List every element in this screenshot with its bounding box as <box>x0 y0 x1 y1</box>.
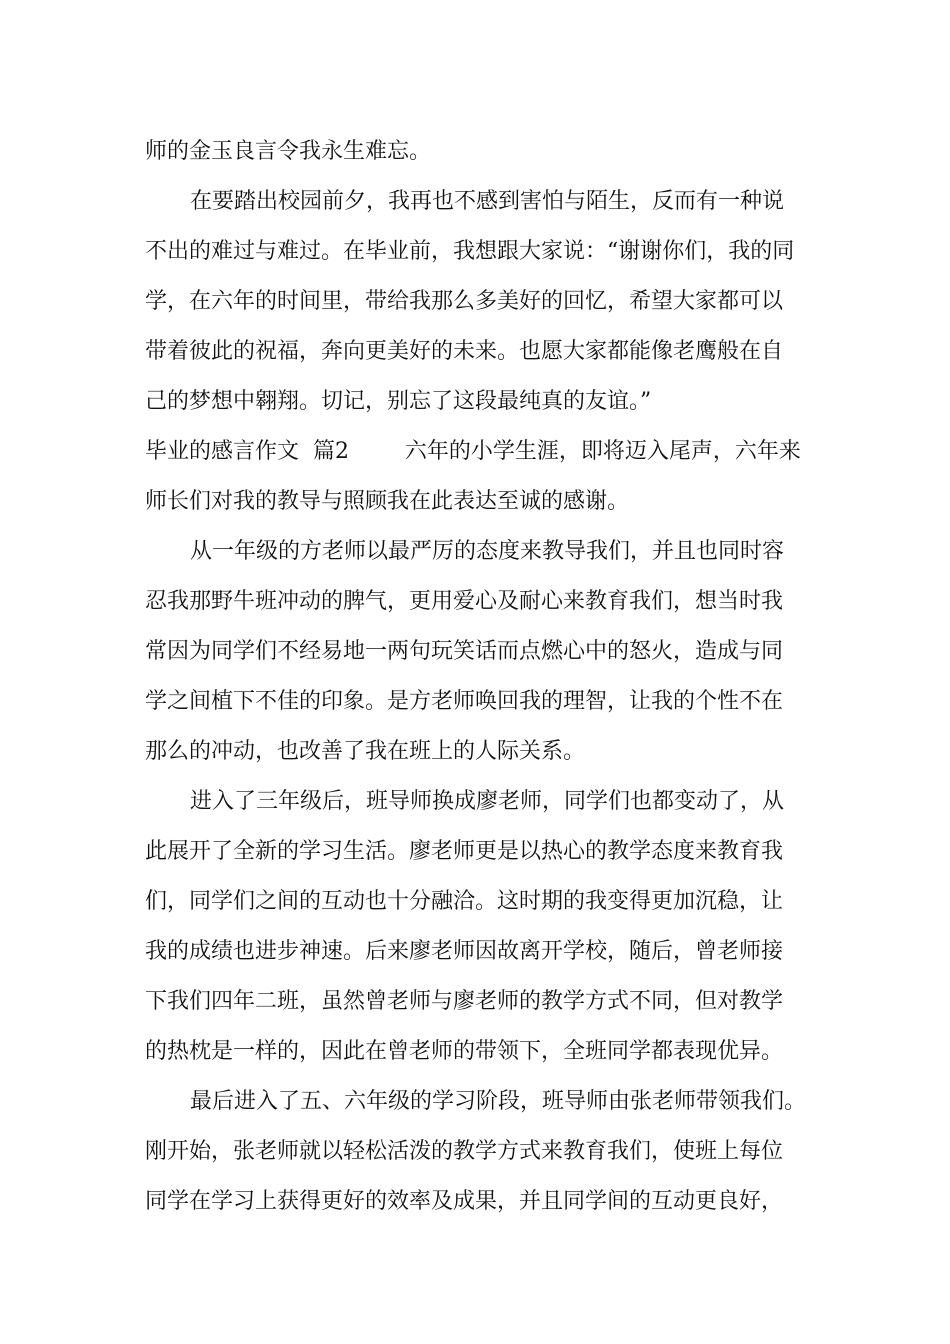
text-line: 学之间植下不佳的印象。是方老师唤回我的理智，让我的个性不在 <box>145 689 784 714</box>
text-line: 我的成绩也进步神速。后来廖老师因故离开学校，随后，曾老师接 <box>145 939 784 964</box>
text-line: 的热枕是一样的，因此在曾老师的带领下，全班同学都表现优异。 <box>145 1039 784 1064</box>
text-line: 师长们对我的教导与照顾我在此表达至诚的感谢。 <box>145 489 630 514</box>
text-line: 学，在六年的时间里，带给我那么多美好的回忆，希望大家都可以 <box>145 289 784 314</box>
text-line: 在要踏出校园前夕，我再也不感到害怕与陌生，反而有一种说 <box>190 189 785 214</box>
text-line: 己的梦想中翱翔。切记，别忘了这段最纯真的友谊。” <box>145 389 652 414</box>
text-line: 师的金玉良言令我永生难忘。 <box>145 139 432 164</box>
text-line: 下我们四年二班，虽然曾老师与廖老师的教学方式不同，但对教学 <box>145 989 784 1014</box>
text-line: 刚开始，张老师就以轻松活泼的教学方式来教育我们，使班上每位 <box>145 1139 784 1164</box>
section-heading-line: 毕业的感言作文 篇2 六年的小学生涯，即将迈入尾声，六年来 <box>145 439 801 464</box>
text-line: 那么的冲动，也改善了我在班上的人际关系。 <box>145 739 586 764</box>
text-line: 此展开了全新的学习生活。廖老师更是以热心的教学态度来教育我 <box>145 839 784 864</box>
text-line: 进入了三年级后，班导师换成廖老师，同学们也都变动了，从 <box>190 789 785 814</box>
text-line: 同学在学习上获得更好的效率及成果，并且同学间的互动更良好， <box>145 1189 784 1214</box>
text-line: 不出的难过与难过。在毕业前，我想跟大家说：“谢谢你们，我的同 <box>145 239 795 264</box>
text-line: 带着彼此的祝福，奔向更美好的未来。也愿大家都能像老鹰般在自 <box>145 339 784 364</box>
text-line: 最后进入了五、六年级的学习阶段，班导师由张老师带领我们。 <box>190 1089 807 1114</box>
text-line: 忍我那野牛班冲动的脾气，更用爱心及耐心来教育我们，想当时我 <box>145 589 784 614</box>
text-line: 们，同学们之间的互动也十分融洽。这时期的我变得更加沉稳，让 <box>145 889 784 914</box>
text-line: 常因为同学们不经易地一两句玩笑话而点燃心中的怒火，造成与同 <box>145 639 784 664</box>
text-line: 从一年级的方老师以最严厉的态度来教导我们，并且也同时容 <box>190 539 785 564</box>
